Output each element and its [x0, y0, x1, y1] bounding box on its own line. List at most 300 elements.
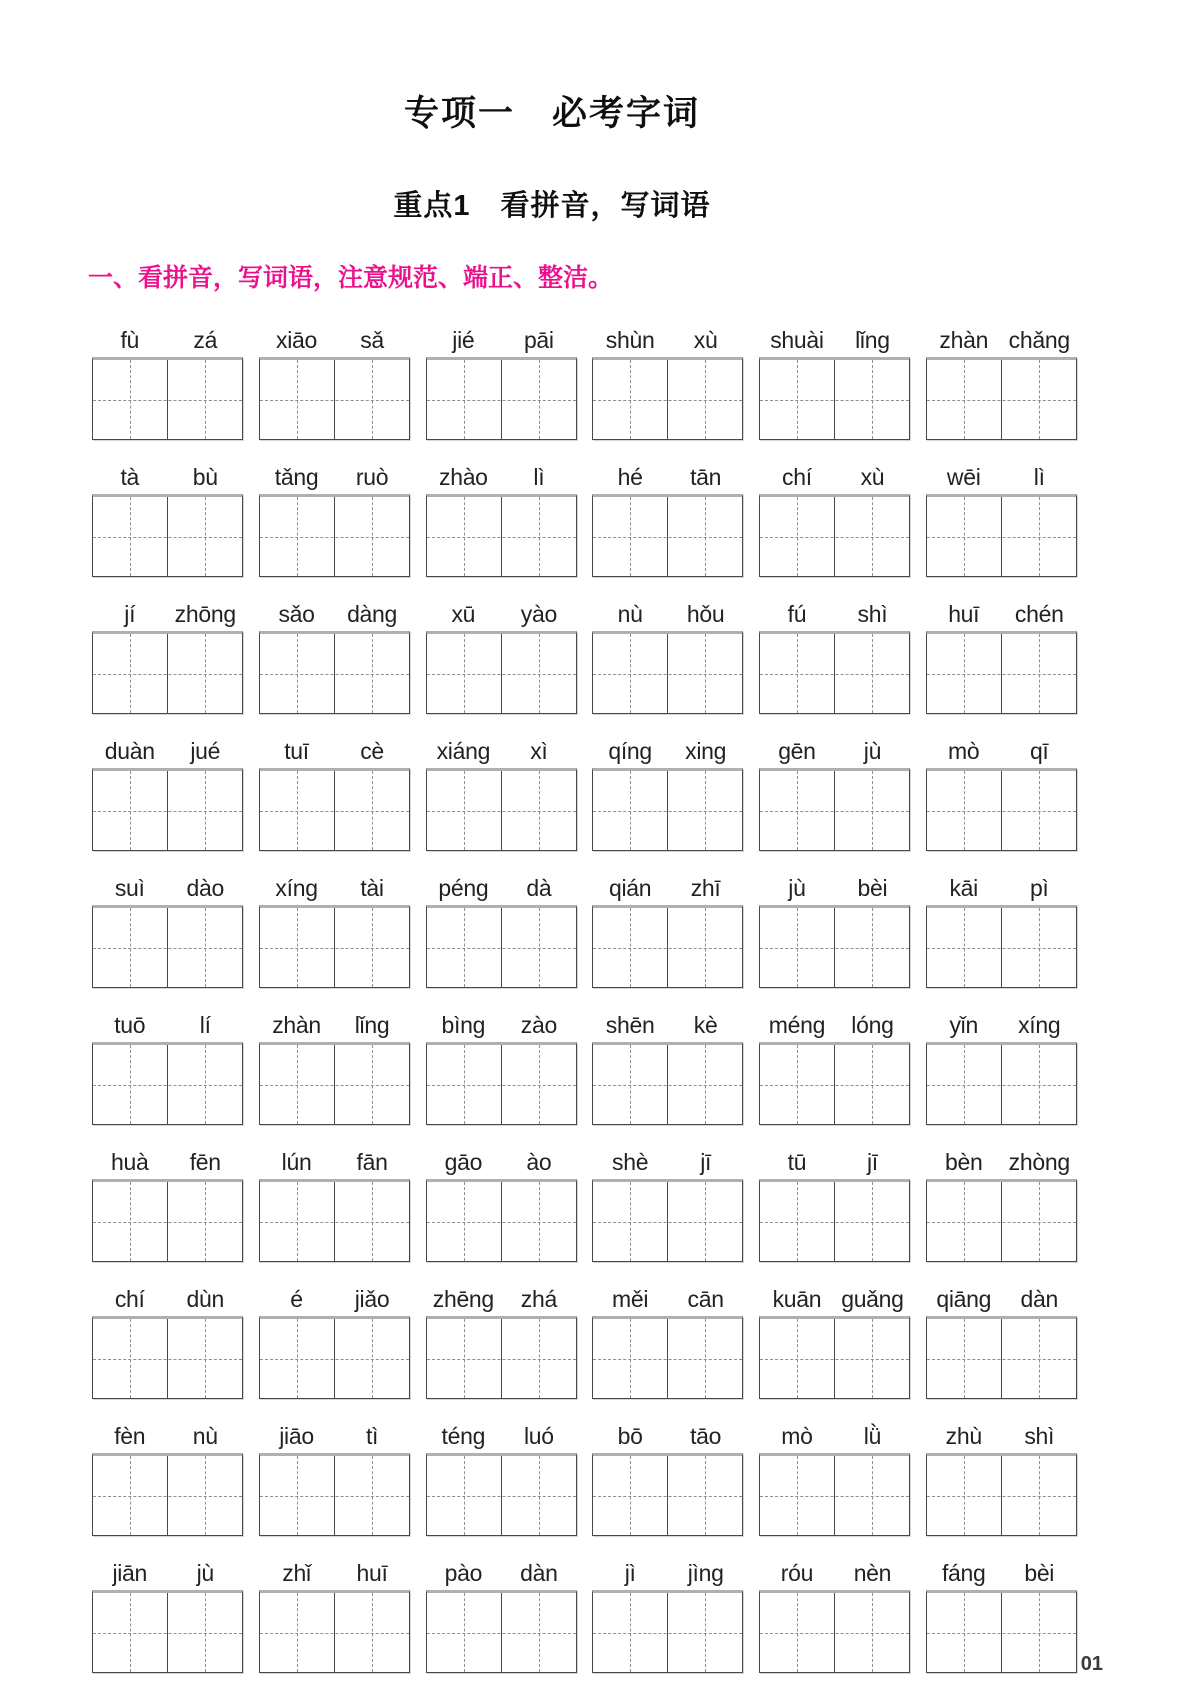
guide-line-horizontal — [427, 674, 576, 675]
word-group — [92, 872, 243, 988]
writing-boxes — [426, 905, 577, 988]
word-group — [259, 324, 410, 440]
guide-line-horizontal — [260, 400, 409, 401]
writing-boxes — [259, 1316, 410, 1399]
guide-line-horizontal — [593, 1359, 742, 1360]
writing-boxes — [259, 1179, 410, 1262]
pinyin-syllable: hǒu — [686, 601, 725, 627]
word-group — [759, 598, 910, 714]
worksheet-row — [92, 598, 1077, 714]
pinyin-syllable: huà — [111, 1149, 149, 1175]
pinyin-syllable: chí — [114, 1286, 145, 1312]
word-group — [92, 735, 243, 851]
word-group — [592, 598, 743, 714]
writing-boxes — [759, 1179, 910, 1262]
word-group — [426, 1146, 577, 1262]
writing-boxes — [92, 494, 243, 577]
guide-line-horizontal — [93, 1633, 242, 1634]
pinyin-label — [759, 461, 910, 494]
pinyin-syllable: shēn — [605, 1012, 655, 1038]
word-group — [92, 1283, 243, 1399]
pinyin-label — [92, 324, 243, 357]
worksheet-row — [92, 1420, 1077, 1536]
guide-line-horizontal — [593, 674, 742, 675]
word-group — [926, 1420, 1077, 1536]
guide-line-horizontal — [427, 948, 576, 949]
word-group — [259, 1146, 410, 1262]
guide-line-horizontal — [260, 811, 409, 812]
guide-line-horizontal — [260, 1085, 409, 1086]
pinyin-syllable: kuān — [772, 1286, 822, 1312]
pinyin-label — [759, 872, 910, 905]
pinyin-label — [592, 324, 743, 357]
word-group — [92, 461, 243, 577]
guide-line-horizontal — [427, 1085, 576, 1086]
pinyin-label — [92, 872, 243, 905]
pinyin-label — [426, 1420, 577, 1453]
word-group — [259, 735, 410, 851]
guide-line-horizontal — [760, 537, 909, 538]
word-group — [759, 1283, 910, 1399]
pinyin-syllable: téng — [441, 1423, 486, 1449]
word-group — [592, 1146, 743, 1262]
writing-boxes — [759, 905, 910, 988]
pinyin-syllable: qī — [1029, 738, 1049, 764]
worksheet-row — [92, 1557, 1077, 1673]
pinyin-syllable: xū — [451, 601, 476, 627]
writing-boxes — [92, 1316, 243, 1399]
writing-boxes — [259, 1590, 410, 1673]
pinyin-syllable: bù — [192, 464, 218, 490]
pinyin-syllable: chǎng — [1008, 327, 1070, 353]
pinyin-syllable: zhàn — [939, 327, 989, 353]
word-group — [592, 461, 743, 577]
pinyin-syllable: shùn — [605, 327, 655, 353]
word-group — [926, 1009, 1077, 1125]
pinyin-syllable: dàng — [347, 601, 398, 627]
word-group — [426, 735, 577, 851]
pinyin-syllable: luó — [523, 1423, 554, 1449]
word-group — [592, 1557, 743, 1673]
word-group — [759, 461, 910, 577]
pinyin-syllable: fú — [787, 601, 807, 627]
pinyin-syllable: xù — [860, 464, 885, 490]
pinyin-syllable: sǎ — [360, 327, 384, 353]
pinyin-syllable: tǎng — [274, 464, 319, 490]
word-group — [759, 735, 910, 851]
pinyin-label — [426, 461, 577, 494]
pinyin-syllable: tuō — [114, 1012, 146, 1038]
pinyin-syllable: fān — [356, 1149, 388, 1175]
worksheet-row — [92, 324, 1077, 440]
writing-boxes — [759, 768, 910, 851]
pinyin-grid — [92, 324, 1077, 1673]
pinyin-label — [259, 735, 410, 768]
pinyin-label — [759, 1557, 910, 1590]
pinyin-syllable: jué — [190, 738, 221, 764]
guide-line-horizontal — [260, 1222, 409, 1223]
pinyin-syllable: shuài — [770, 327, 824, 353]
guide-line-horizontal — [260, 537, 409, 538]
pinyin-label — [92, 1146, 243, 1179]
pinyin-label — [92, 461, 243, 494]
word-group — [592, 1420, 743, 1536]
word-group — [592, 324, 743, 440]
pinyin-syllable: mò — [781, 1423, 813, 1449]
pinyin-syllable: mò — [948, 738, 980, 764]
pinyin-syllable: shè — [612, 1149, 649, 1175]
pinyin-syllable: fèn — [114, 1423, 146, 1449]
pinyin-syllable: zhī — [690, 875, 721, 901]
writing-boxes — [592, 1453, 743, 1536]
guide-line-horizontal — [760, 1633, 909, 1634]
writing-boxes — [426, 1179, 577, 1262]
pinyin-label — [592, 1009, 743, 1042]
pinyin-syllable: nèn — [853, 1560, 892, 1586]
writing-boxes — [259, 1042, 410, 1125]
pinyin-label — [592, 461, 743, 494]
writing-boxes — [92, 1179, 243, 1262]
guide-line-horizontal — [593, 1085, 742, 1086]
writing-boxes — [592, 1042, 743, 1125]
writing-boxes — [426, 1316, 577, 1399]
word-group — [92, 598, 243, 714]
pinyin-syllable: dàn — [1020, 1286, 1058, 1312]
guide-line-horizontal — [260, 1496, 409, 1497]
writing-boxes — [926, 768, 1077, 851]
pinyin-syllable: kè — [693, 1012, 718, 1038]
pinyin-syllable: shì — [1024, 1423, 1055, 1449]
word-group — [426, 324, 577, 440]
guide-line-horizontal — [760, 1085, 909, 1086]
guide-line-horizontal — [593, 1496, 742, 1497]
guide-line-horizontal — [927, 537, 1076, 538]
pinyin-label — [592, 598, 743, 631]
pinyin-label — [592, 1557, 743, 1590]
writing-boxes — [92, 1042, 243, 1125]
guide-line-horizontal — [427, 811, 576, 812]
pinyin-syllable: qiāng — [936, 1286, 992, 1312]
writing-boxes — [592, 1179, 743, 1262]
pinyin-syllable: fáng — [941, 1560, 986, 1586]
pinyin-syllable: zhào — [439, 464, 488, 490]
pinyin-syllable: gēn — [778, 738, 816, 764]
writing-boxes — [426, 1590, 577, 1673]
writing-boxes — [926, 1316, 1077, 1399]
pinyin-label — [926, 872, 1077, 905]
pinyin-label — [92, 598, 243, 631]
pinyin-syllable: bèn — [944, 1149, 983, 1175]
pinyin-syllable: dào — [186, 875, 224, 901]
pinyin-label — [926, 598, 1077, 631]
guide-line-horizontal — [427, 1633, 576, 1634]
guide-line-horizontal — [427, 400, 576, 401]
word-group — [759, 1009, 910, 1125]
word-group — [426, 598, 577, 714]
writing-boxes — [592, 357, 743, 440]
pinyin-label — [592, 1146, 743, 1179]
guide-line-horizontal — [427, 1222, 576, 1223]
pinyin-label — [926, 735, 1077, 768]
writing-boxes — [592, 768, 743, 851]
word-group — [92, 1146, 243, 1262]
word-group — [592, 1283, 743, 1399]
pinyin-label — [92, 1283, 243, 1316]
pinyin-syllable: xíng — [275, 875, 318, 901]
pinyin-syllable: jìng — [687, 1560, 724, 1586]
writing-boxes — [92, 905, 243, 988]
word-group — [926, 461, 1077, 577]
writing-boxes — [592, 905, 743, 988]
pinyin-syllable: é — [290, 1286, 303, 1312]
pinyin-syllable: jí — [124, 601, 136, 627]
pinyin-syllable: tān — [690, 464, 722, 490]
pinyin-syllable: péng — [438, 875, 489, 901]
pinyin-label — [259, 1009, 410, 1042]
pinyin-syllable: jì — [624, 1560, 636, 1586]
pinyin-syllable: lǜ — [863, 1423, 882, 1449]
pinyin-syllable: róu — [780, 1560, 814, 1586]
word-group — [926, 735, 1077, 851]
pinyin-label — [426, 872, 577, 905]
pinyin-label — [259, 1146, 410, 1179]
word-group — [426, 1283, 577, 1399]
worksheet-row — [92, 872, 1077, 988]
pinyin-syllable: chí — [782, 464, 812, 490]
guide-line-horizontal — [927, 400, 1076, 401]
pinyin-syllable: bō — [617, 1423, 643, 1449]
worksheet-row — [92, 1283, 1077, 1399]
guide-line-horizontal — [93, 537, 242, 538]
pinyin-syllable: jī — [866, 1149, 878, 1175]
word-group — [92, 1009, 243, 1125]
pinyin-label — [92, 1009, 243, 1042]
pinyin-label — [426, 1009, 577, 1042]
pinyin-label — [426, 1146, 577, 1179]
word-group — [259, 872, 410, 988]
pinyin-label — [426, 598, 577, 631]
pinyin-label — [92, 1557, 243, 1590]
guide-line-horizontal — [593, 1222, 742, 1223]
pinyin-syllable: lóng — [851, 1012, 894, 1038]
writing-boxes — [92, 1590, 243, 1673]
pinyin-syllable: nù — [617, 601, 643, 627]
pinyin-label — [259, 324, 410, 357]
pinyin-syllable: xiāo — [276, 327, 318, 353]
pinyin-label — [426, 735, 577, 768]
pinyin-syllable: xù — [693, 327, 718, 353]
guide-line-horizontal — [760, 1222, 909, 1223]
pinyin-syllable: tà — [120, 464, 140, 490]
pinyin-label — [926, 1009, 1077, 1042]
pinyin-label — [92, 735, 243, 768]
pinyin-syllable: yào — [520, 601, 557, 627]
pinyin-syllable: jiān — [112, 1560, 148, 1586]
pinyin-syllable: qíng — [608, 738, 652, 764]
pinyin-syllable: dàn — [520, 1560, 558, 1586]
pinyin-syllable: cè — [360, 738, 384, 764]
pinyin-label — [926, 461, 1077, 494]
pinyin-syllable: xing — [685, 738, 727, 764]
writing-boxes — [92, 1453, 243, 1536]
writing-boxes — [759, 1316, 910, 1399]
writing-boxes — [759, 357, 910, 440]
word-group — [259, 1283, 410, 1399]
writing-boxes — [759, 1042, 910, 1125]
pinyin-syllable: gāo — [444, 1149, 483, 1175]
pinyin-syllable: cān — [687, 1286, 724, 1312]
word-group — [759, 1557, 910, 1673]
pinyin-syllable: xì — [530, 738, 548, 764]
writing-boxes — [759, 1453, 910, 1536]
pinyin-syllable: suì — [114, 875, 145, 901]
pinyin-label — [759, 1420, 910, 1453]
word-group — [426, 1420, 577, 1536]
pinyin-label — [259, 1283, 410, 1316]
word-group — [259, 598, 410, 714]
guide-line-horizontal — [927, 1222, 1076, 1223]
pinyin-syllable: jù — [788, 875, 806, 901]
writing-boxes — [759, 631, 910, 714]
pinyin-syllable: nù — [192, 1423, 218, 1449]
writing-boxes — [592, 1316, 743, 1399]
word-group — [259, 461, 410, 577]
pinyin-syllable: lí — [199, 1012, 211, 1038]
writing-boxes — [759, 1590, 910, 1673]
pinyin-label — [426, 1283, 577, 1316]
pinyin-syllable: zhòng — [1008, 1149, 1070, 1175]
pinyin-syllable: jiǎo — [354, 1286, 390, 1312]
worksheet-row — [92, 1009, 1077, 1125]
guide-line-horizontal — [93, 674, 242, 675]
pinyin-syllable: fù — [120, 327, 140, 353]
word-group — [259, 1009, 410, 1125]
word-group — [592, 735, 743, 851]
pinyin-label — [759, 598, 910, 631]
pinyin-syllable: jié — [452, 327, 475, 353]
pinyin-label — [926, 324, 1077, 357]
pinyin-syllable: zhǐ — [282, 1560, 311, 1586]
pinyin-label — [759, 324, 910, 357]
writing-boxes — [426, 357, 577, 440]
pinyin-syllable: hé — [617, 464, 643, 490]
guide-line-horizontal — [93, 1359, 242, 1360]
page-title: 专项一 必考字词 — [403, 94, 700, 133]
pinyin-syllable: zhàn — [272, 1012, 321, 1038]
pinyin-label — [592, 872, 743, 905]
guide-line-horizontal — [427, 537, 576, 538]
pinyin-label — [926, 1146, 1077, 1179]
writing-boxes — [926, 1042, 1077, 1125]
writing-boxes — [259, 768, 410, 851]
writing-boxes — [926, 905, 1077, 988]
pinyin-syllable: lǐng — [354, 1012, 390, 1038]
guide-line-horizontal — [93, 811, 242, 812]
word-group — [92, 324, 243, 440]
writing-boxes — [426, 1453, 577, 1536]
guide-line-horizontal — [427, 1496, 576, 1497]
word-group — [592, 1009, 743, 1125]
pinyin-syllable: huī — [356, 1560, 388, 1586]
guide-line-horizontal — [93, 1496, 242, 1497]
pinyin-syllable: huī — [948, 601, 980, 627]
pinyin-label — [592, 1420, 743, 1453]
worksheet-row — [92, 1146, 1077, 1262]
pinyin-syllable: zhōng — [174, 601, 236, 627]
word-group — [926, 598, 1077, 714]
guide-line-horizontal — [593, 948, 742, 949]
writing-boxes — [926, 494, 1077, 577]
guide-line-horizontal — [760, 674, 909, 675]
writing-boxes — [926, 1590, 1077, 1673]
guide-line-horizontal — [93, 948, 242, 949]
pinyin-label — [259, 1557, 410, 1590]
pinyin-label — [426, 324, 577, 357]
word-group — [759, 872, 910, 988]
guide-line-horizontal — [593, 537, 742, 538]
writing-boxes — [426, 768, 577, 851]
pinyin-syllable: qián — [608, 875, 652, 901]
word-group — [592, 872, 743, 988]
pinyin-syllable: dùn — [186, 1286, 224, 1312]
writing-boxes — [426, 1042, 577, 1125]
pinyin-syllable: jù — [863, 738, 882, 764]
pinyin-syllable: duàn — [104, 738, 155, 764]
guide-line-horizontal — [760, 1496, 909, 1497]
pinyin-syllable: guǎng — [841, 1286, 904, 1312]
pinyin-syllable: bèi — [857, 875, 888, 901]
pinyin-syllable: zá — [193, 327, 218, 353]
pinyin-syllable: pì — [1029, 875, 1049, 901]
section-title: 重点1 看拼音，写词语 — [393, 190, 711, 222]
writing-boxes — [92, 768, 243, 851]
pinyin-syllable: xiáng — [436, 738, 491, 764]
writing-boxes — [592, 1590, 743, 1673]
pinyin-label — [759, 1283, 910, 1316]
writing-boxes — [259, 631, 410, 714]
guide-line-horizontal — [927, 1633, 1076, 1634]
pinyin-syllable: lǐng — [855, 327, 890, 353]
guide-line-horizontal — [760, 811, 909, 812]
pinyin-label — [759, 735, 910, 768]
word-group — [926, 1557, 1077, 1673]
worksheet-row — [92, 461, 1077, 577]
pinyin-syllable: zhēng — [432, 1286, 494, 1312]
guide-line-horizontal — [260, 674, 409, 675]
worksheet-row — [92, 735, 1077, 851]
word-group — [759, 324, 910, 440]
word-group — [759, 1420, 910, 1536]
pinyin-syllable: jiāo — [279, 1423, 314, 1449]
pinyin-label — [592, 735, 743, 768]
writing-boxes — [426, 631, 577, 714]
word-group — [759, 1146, 910, 1262]
guide-line-horizontal — [927, 1085, 1076, 1086]
pinyin-syllable: pào — [444, 1560, 483, 1586]
word-group — [259, 1557, 410, 1673]
guide-line-horizontal — [593, 400, 742, 401]
guide-line-horizontal — [760, 1359, 909, 1360]
pinyin-label — [926, 1420, 1077, 1453]
instruction-text: 一、看拼音，写词语，注意规范、端正、整洁。 — [88, 264, 614, 292]
word-group — [426, 872, 577, 988]
guide-line-horizontal — [760, 948, 909, 949]
guide-line-horizontal — [93, 400, 242, 401]
guide-line-horizontal — [927, 674, 1076, 675]
guide-line-horizontal — [927, 948, 1076, 949]
pinyin-syllable: zào — [520, 1012, 557, 1038]
writing-boxes — [592, 494, 743, 577]
